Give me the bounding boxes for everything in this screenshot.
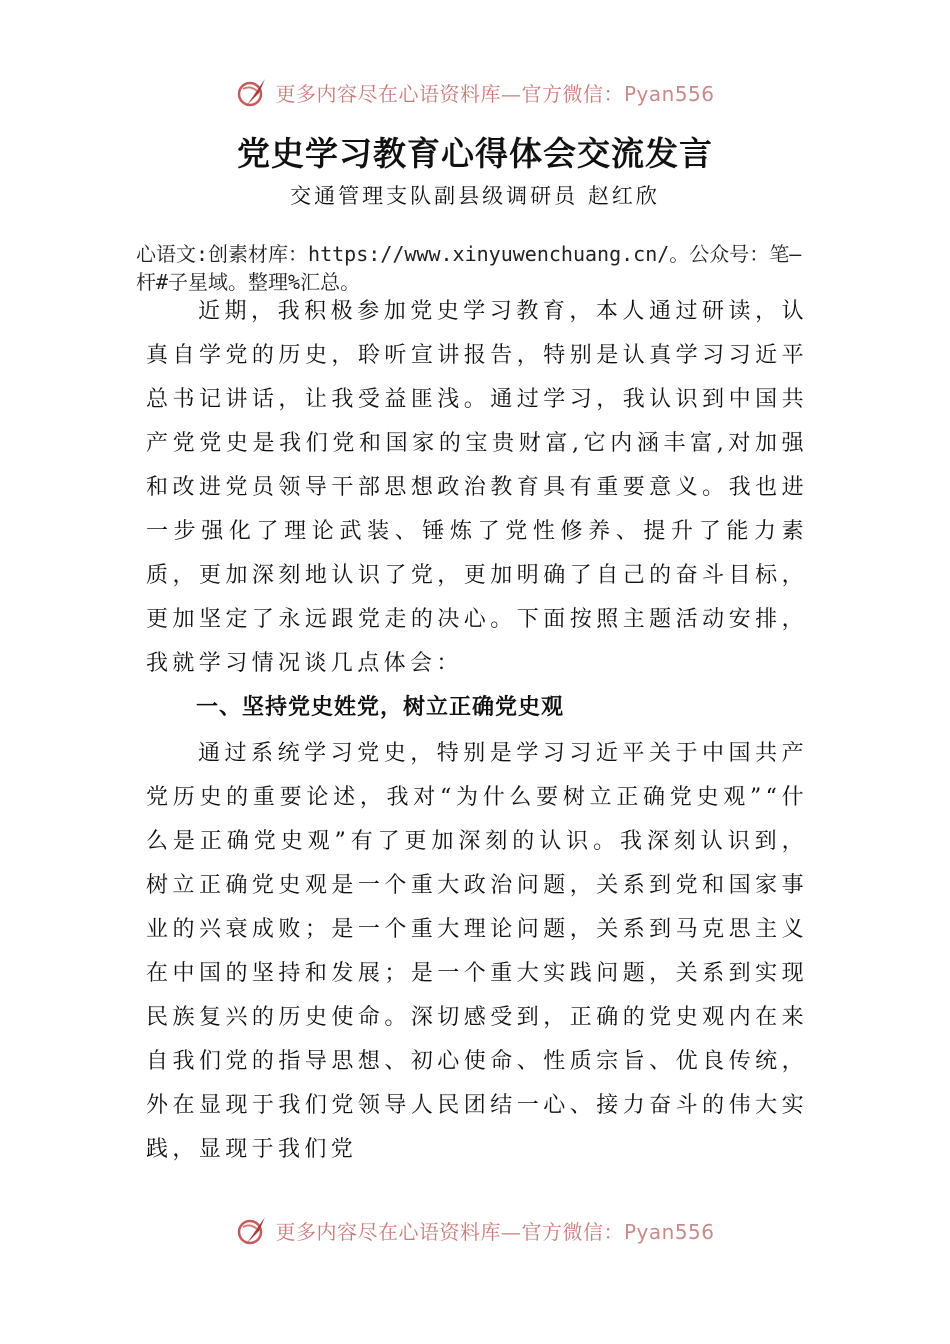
document-author: 交通管理支队副县级调研员 赵红欣 xyxy=(290,184,660,208)
paragraph-1: 近期，我积极参加党史学习教育，本人通过研读，认真自学党的历史，聆听宣讲报告，特别是认真学习习近平总书记讲话，让我受益匪浅。通过学习，我认识到中国共产党党史是我们党和国家的宝贵财富,它内涵丰富,对加强和改进党员领导干部思想政治教育具有重要意义。我也进一步强化了理论武装、锤炼了党性修养、提升了能力素质，更加深刻地认识了党，更加明确了自己的奋斗目标，更加坚定了永远跟党走的决心。下面按照主题活动安排，我就学习情况谈几点体会： xyxy=(146,299,808,676)
banner-text xyxy=(275,1216,714,1245)
quill-emblem-icon xyxy=(235,75,269,109)
source-note: 心语文:创素材库：https://www.xinyuwenchuang.cn/。公众号：笔—杆#子星域。整理%汇总。 xyxy=(136,242,802,294)
banner-label: 更多内容尽在心语资料库—官方微信： xyxy=(275,1219,624,1244)
section-heading-1: 一、坚持党史姓党，树立正确党史观 xyxy=(196,695,565,720)
header-watermark-banner xyxy=(0,72,950,112)
banner-wechat-id: Pyan556 xyxy=(623,81,715,106)
footer-watermark-banner xyxy=(0,1210,950,1250)
paragraph-2: 通过系统学习党史，特别是学习习近平关于中国共产党历史的重要论述，我对“为什么要树立正确党史观”“什么是正确党史观”有了更加深刻的认识。我深刻认识到，树立正确党史观是一个重大政治问题，关系到党和国家事业的兴衰成败；是一个重大理论问题，关系到马克思主义在中国的坚持和发展；是一个重大实践问题，关系到实现民族复兴的历史使命。深切感受到，正确的党史观内在来自我们党的指导思想、初心使命、性质宗旨、优良传统，外在显现于我们党领导人民团结一心、接力奋斗的伟大实践，显现于我们党 xyxy=(146,741,808,1162)
banner-text xyxy=(275,78,714,107)
banner-wechat-id: Pyan556 xyxy=(623,1219,715,1244)
banner-label: 更多内容尽在心语资料库—官方微信： xyxy=(275,81,624,106)
quill-emblem-icon xyxy=(235,1213,269,1247)
document-title: 党史学习教育心得体会交流发言 xyxy=(237,134,713,173)
